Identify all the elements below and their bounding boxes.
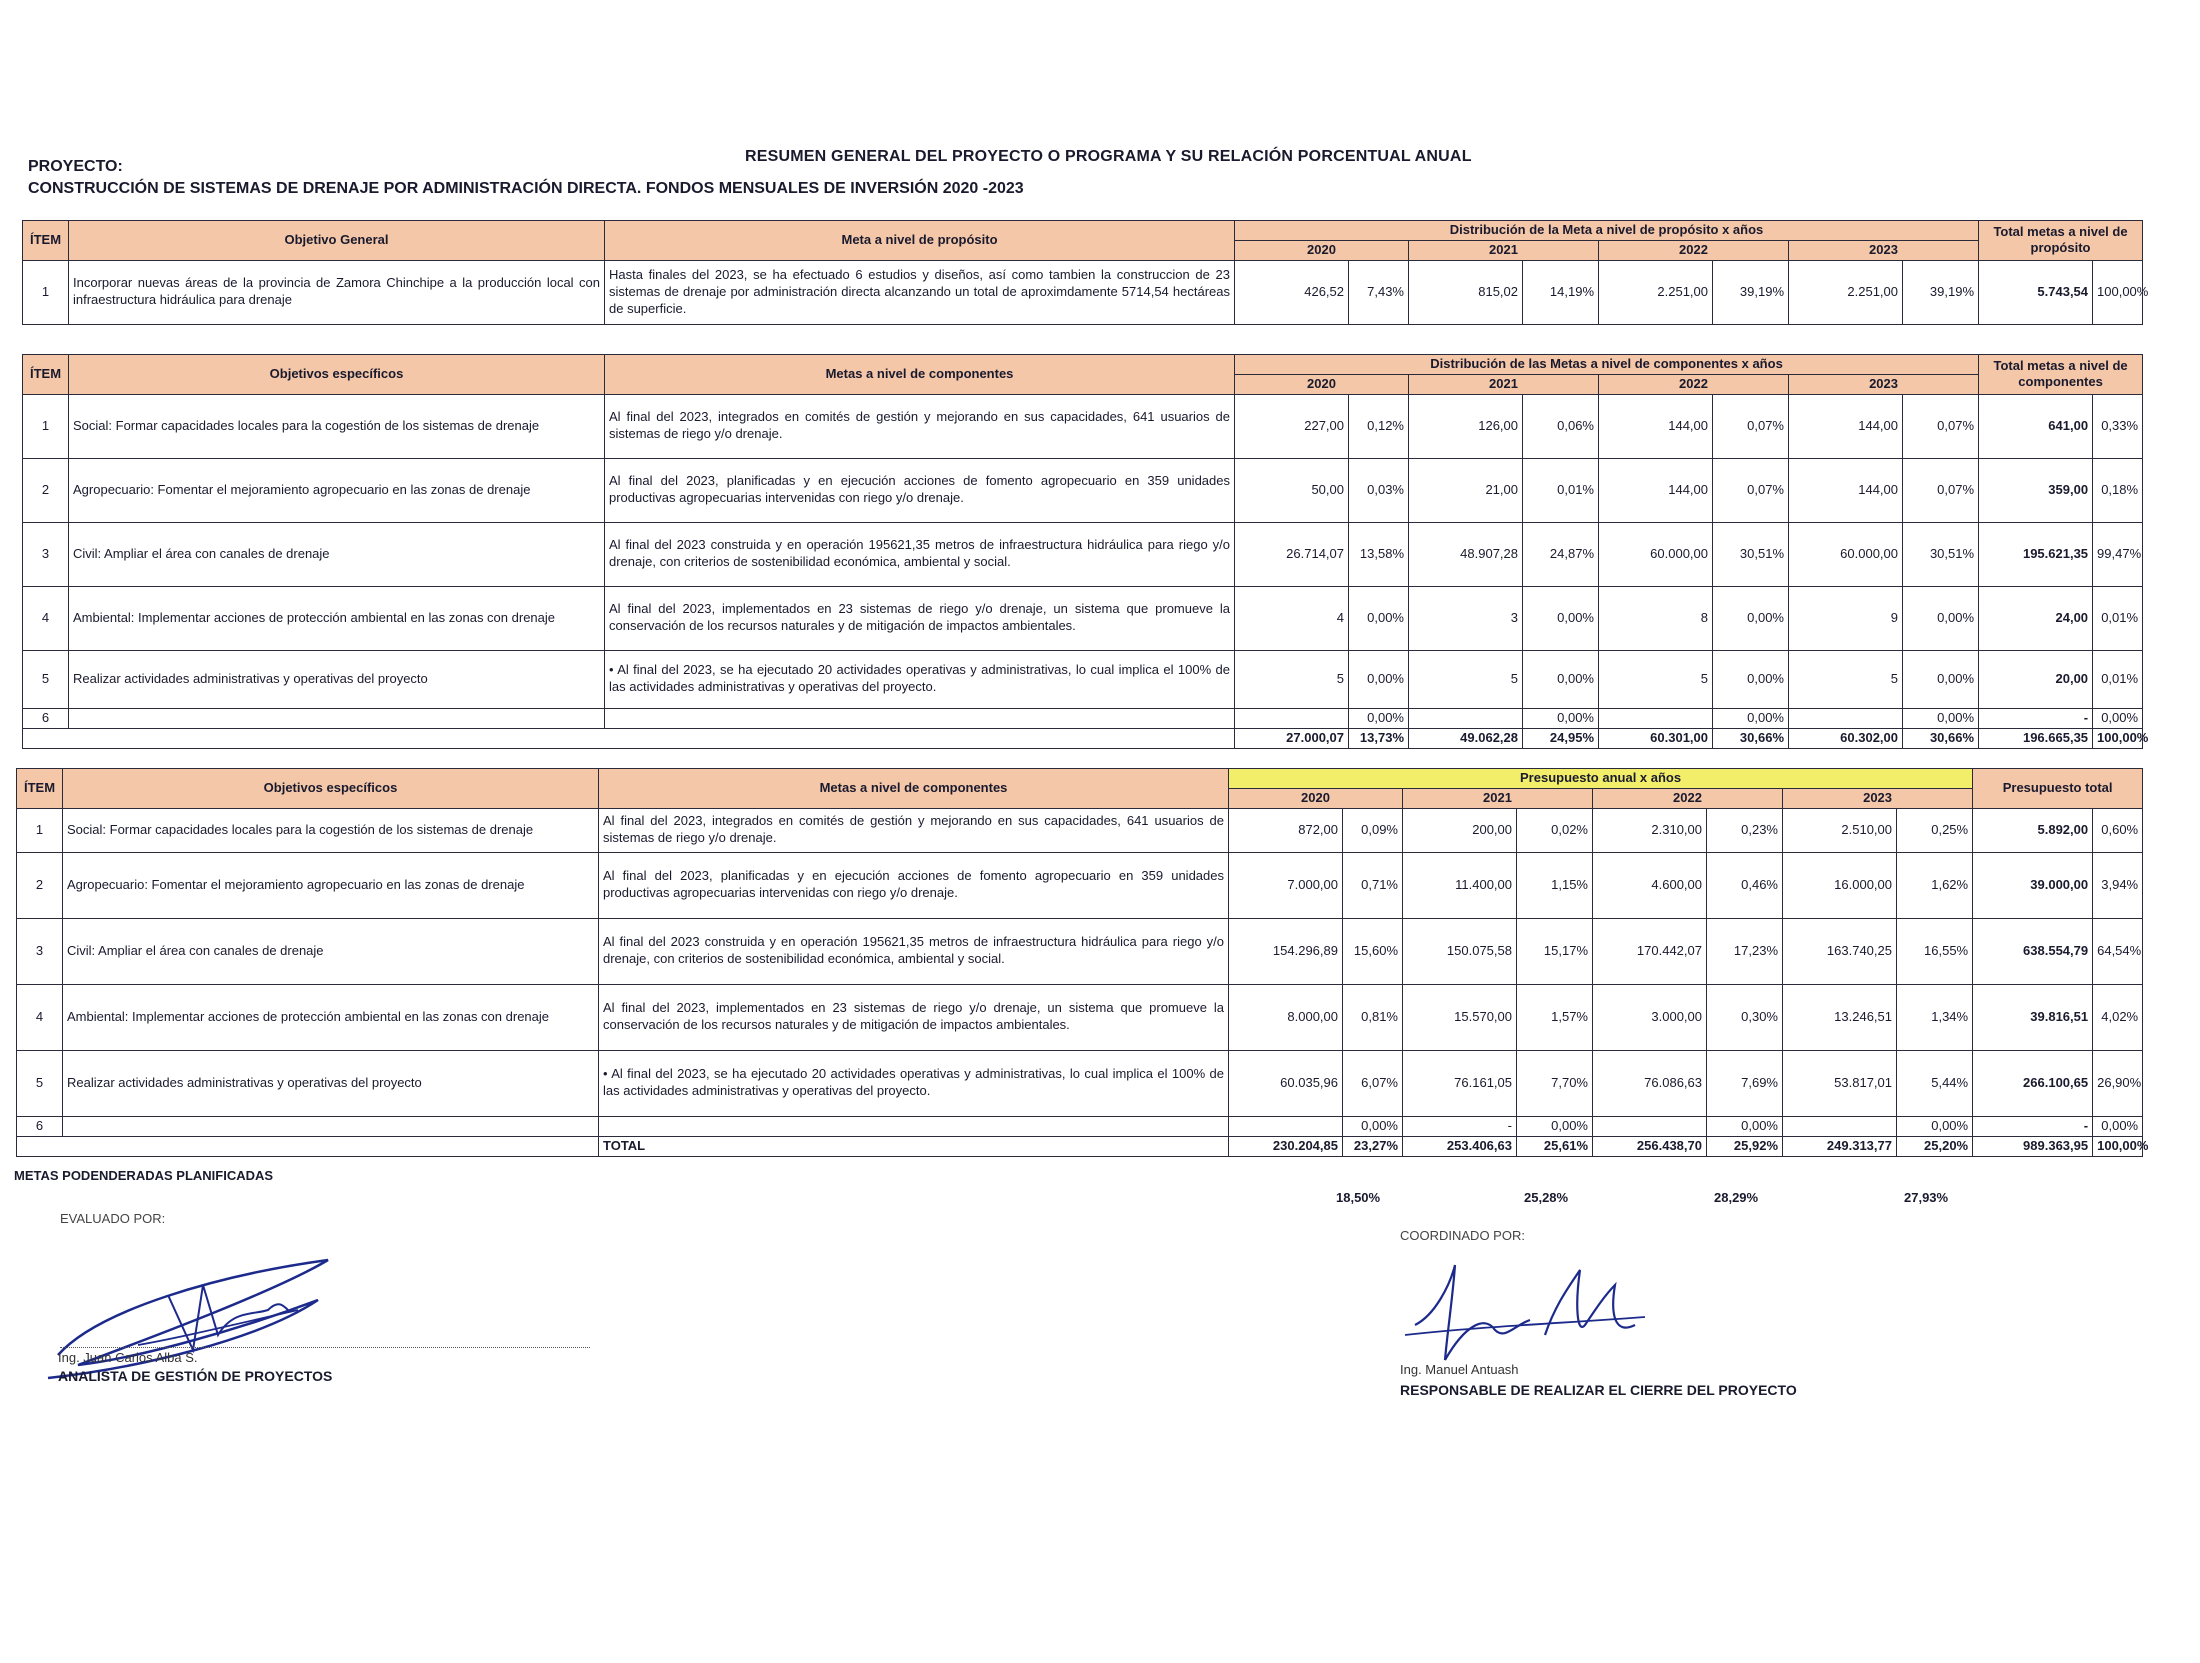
cell-value: 5: [1235, 650, 1349, 708]
year-2023: 2023: [1789, 240, 1979, 260]
weighted-goal-2023: 27,93%: [1904, 1190, 1949, 1205]
cell-value: 8: [1599, 586, 1713, 650]
row-objective: Civil: Ampliar el área con canales de drenaje: [69, 522, 605, 586]
row-goal: Al final del 2023, implementados en 23 sistemas de riego y/o drenaje, un sistema que promueve la conservación de los recursos naturales y de mitigación de impactos ambientales.: [605, 586, 1235, 650]
totals-row: [23, 728, 2143, 748]
row-total-pct: 26,90%: [2093, 1050, 2143, 1116]
weighted-goal-2022: 28,29%: [1714, 1190, 1759, 1205]
weighted-goal-2021: 25,28%: [1524, 1190, 1569, 1205]
cell-value: 60.000,00: [1599, 522, 1713, 586]
header-item: ÍTEM: [23, 355, 69, 395]
row-item: 3: [17, 918, 63, 984]
cell-pct: 24,87%: [1523, 522, 1599, 586]
cell-pct: 0,00%: [1713, 708, 1789, 728]
cell-value: 2.310,00: [1593, 808, 1707, 852]
row-total-pct: 99,47%: [2093, 522, 2143, 586]
budget-body: [17, 808, 2143, 1136]
general-objective-table: [22, 220, 2149, 325]
cell-value: 2.251,00: [1789, 260, 1903, 324]
year-2023: 2023: [1789, 374, 1979, 394]
total-pct: 30,66%: [1713, 728, 1789, 748]
row-total-pct: 3,94%: [2093, 852, 2143, 918]
cell-pct: 0,07%: [1903, 458, 1979, 522]
cell-value: 2.251,00: [1599, 260, 1713, 324]
row-objective: Social: Formar capacidades locales para la cogestión de los sistemas de drenaje: [63, 808, 599, 852]
row-total-pct: 0,01%: [2093, 650, 2143, 708]
cell-value: 11.400,00: [1403, 852, 1517, 918]
cell-value: [1599, 708, 1713, 728]
year-2020: 2020: [1235, 240, 1409, 260]
grand-total-pct: 100,00%: [2093, 728, 2143, 748]
cell-value: [1235, 708, 1349, 728]
cell-value: 50,00: [1235, 458, 1349, 522]
row-goal: Al final del 2023, integrados en comités de gestión y mejorando en sus capacidades, 641 usuarios de sistemas de riego y/o drenaje.: [605, 394, 1235, 458]
total-pct: 25,20%: [1897, 1136, 1973, 1156]
cell-pct: 0,00%: [1349, 650, 1409, 708]
cell-pct: 17,23%: [1707, 918, 1783, 984]
row-objective: [63, 1116, 599, 1136]
weighted-goals-label: METAS PODENDERADAS PLANIFICADAS: [14, 1168, 274, 1183]
header-total-goals: Total metas a nivel de propósito: [1979, 221, 2143, 261]
year-2021: 2021: [1403, 788, 1593, 808]
total-pct: 25,92%: [1707, 1136, 1783, 1156]
cell-value: 163.740,25: [1783, 918, 1897, 984]
cell-value: 154.296,89: [1229, 918, 1343, 984]
cell-pct: 0,81%: [1343, 984, 1403, 1050]
year-2020: 2020: [1235, 374, 1409, 394]
total-pct: 24,95%: [1523, 728, 1599, 748]
row-objective: Social: Formar capacidades locales para la cogestión de los sistemas de drenaje: [69, 394, 605, 458]
cell-pct: 0,23%: [1707, 808, 1783, 852]
cell-pct: 0,00%: [1903, 586, 1979, 650]
cell-value: [1229, 1116, 1343, 1136]
grand-total: 196.665,35: [1979, 728, 2093, 748]
row-total: 5.892,00: [1973, 808, 2093, 852]
cell-value: 76.086,63: [1593, 1050, 1707, 1116]
cell-value: 26.714,07: [1235, 522, 1349, 586]
cell-pct: 1,15%: [1517, 852, 1593, 918]
row-total-pct: 0,60%: [2093, 808, 2143, 852]
row-total-pct: 64,54%: [2093, 918, 2143, 984]
cell-pct: 0,00%: [1349, 586, 1409, 650]
cell-pct: 14,19%: [1523, 260, 1599, 324]
cell-value: 2.510,00: [1783, 808, 1897, 852]
table-row: [23, 394, 2143, 458]
row-goal: [605, 708, 1235, 728]
header-distribution: Distribución de las Metas a nivel de componentes x años: [1235, 355, 1979, 375]
row-item: 6: [17, 1116, 63, 1136]
header-specific-objectives: Objetivos específicos: [69, 355, 605, 395]
header-component-goals: Metas a nivel de componentes: [599, 769, 1229, 809]
header-item: ÍTEM: [23, 221, 69, 261]
cell-pct: 39,19%: [1713, 260, 1789, 324]
table-row: [17, 808, 2143, 852]
row-total: -: [1973, 1116, 2093, 1136]
row-item: 2: [23, 458, 69, 522]
project-name: CONSTRUCCIÓN DE SISTEMAS DE DRENAJE POR ADMINISTRACIÓN DIRECTA. FONDOS MENSUALES DE INVERSIÓN 2020 -2023: [28, 180, 1024, 197]
total-value: 253.406,63: [1403, 1136, 1517, 1156]
cell-value: 9: [1789, 586, 1903, 650]
grand-total: 989.363,95: [1973, 1136, 2093, 1156]
cell-pct: 0,30%: [1707, 984, 1783, 1050]
cell-value: 16.000,00: [1783, 852, 1897, 918]
cell-pct: 0,00%: [1523, 586, 1599, 650]
row-total: 641,00: [1979, 394, 2093, 458]
cell-value: -: [1403, 1116, 1517, 1136]
cell-value: 872,00: [1229, 808, 1343, 852]
row-total-pct: 0,00%: [2093, 1116, 2143, 1136]
table-row: [23, 708, 2143, 728]
cell-value: 4: [1235, 586, 1349, 650]
table-row: [23, 586, 2143, 650]
cell-value: 5: [1599, 650, 1713, 708]
cell-value: 815,02: [1409, 260, 1523, 324]
cell-value: 15.570,00: [1403, 984, 1517, 1050]
row-item: 4: [23, 586, 69, 650]
project-label: PROYECTO:: [28, 158, 123, 175]
totals-row: [17, 1136, 2143, 1156]
table-row: [17, 1050, 2143, 1116]
cell-pct: 0,09%: [1343, 808, 1403, 852]
header-total-budget: Presupuesto total: [1973, 769, 2143, 809]
row-total-pct: 100,00%: [2093, 260, 2143, 324]
row-total: 359,00: [1979, 458, 2093, 522]
cell-value: [1593, 1116, 1707, 1136]
row-objective: Civil: Ampliar el área con canales de drenaje: [63, 918, 599, 984]
row-objective: Agropecuario: Fomentar el mejoramiento agropecuario en las zonas de drenaje: [69, 458, 605, 522]
coordinator-signature: [1395, 1255, 1655, 1365]
cell-pct: 7,69%: [1707, 1050, 1783, 1116]
row-goal: Hasta finales del 2023, se ha efectuado 6 estudios y diseños, así como tambien la construccion de 23 sistemas de drenaje por administración directa alcanzando un total de aproximdamente 5714,54 hectáreas de superficie.: [605, 260, 1235, 324]
cell-value: 76.161,05: [1403, 1050, 1517, 1116]
total-value: 60.301,00: [1599, 728, 1713, 748]
cell-pct: 1,62%: [1897, 852, 1973, 918]
row-goal: • Al final del 2023, se ha ejecutado 20 actividades operativas y administrativas, lo cual implica el 100% de las actividades administrativas y operativas del proyecto.: [599, 1050, 1229, 1116]
cell-pct: 0,00%: [1897, 1116, 1973, 1136]
cell-value: 144,00: [1789, 394, 1903, 458]
total-pct: 30,66%: [1903, 728, 1979, 748]
row-goal: Al final del 2023 construida y en operación 195621,35 metros de infraestructura hidráulica para riego y/o drenaje, con criterios de sostenibilidad económica, ambiental y social.: [599, 918, 1229, 984]
cell-pct: 15,17%: [1517, 918, 1593, 984]
row-item: 3: [23, 522, 69, 586]
evaluator-role: ANALISTA DE GESTIÓN DE PROYECTOS: [58, 1368, 333, 1384]
cell-pct: 0,00%: [1523, 650, 1599, 708]
cell-pct: 30,51%: [1903, 522, 1979, 586]
component-goals-table: [22, 354, 2149, 749]
row-total: 195.621,35: [1979, 522, 2093, 586]
cell-value: 8.000,00: [1229, 984, 1343, 1050]
cell-pct: 7,70%: [1517, 1050, 1593, 1116]
row-goal: Al final del 2023, planificadas y en ejecución acciones de fomento agropecuario en 359 unidades productivas agropecuarias intervenidas con riego y/o drenaje.: [599, 852, 1229, 918]
row-total: 266.100,65: [1973, 1050, 2093, 1116]
cell-value: 426,52: [1235, 260, 1349, 324]
table-row: [17, 1116, 2143, 1136]
cell-pct: 0,00%: [1903, 708, 1979, 728]
row-objective: Ambiental: Implementar acciones de protección ambiental en las zonas con drenaje: [63, 984, 599, 1050]
row-objective: Realizar actividades administrativas y operativas del proyecto: [69, 650, 605, 708]
cell-value: [1789, 708, 1903, 728]
row-objective: Agropecuario: Fomentar el mejoramiento agropecuario en las zonas de drenaje: [63, 852, 599, 918]
table-row: [17, 984, 2143, 1050]
total-pct: 23,27%: [1343, 1136, 1403, 1156]
cell-value: 5: [1409, 650, 1523, 708]
row-goal: Al final del 2023, implementados en 23 sistemas de riego y/o drenaje, un sistema que promueve la conservación de los recursos naturales y de mitigación de impactos ambientales.: [599, 984, 1229, 1050]
row-total: 5.743,54: [1979, 260, 2093, 324]
cell-pct: 6,07%: [1343, 1050, 1403, 1116]
header-purpose-goal: Meta a nivel de propósito: [605, 221, 1235, 261]
cell-pct: 16,55%: [1897, 918, 1973, 984]
row-total: 39.000,00: [1973, 852, 2093, 918]
row-total: 39.816,51: [1973, 984, 2093, 1050]
cell-pct: 0,00%: [1349, 708, 1409, 728]
total-value: 230.204,85: [1229, 1136, 1343, 1156]
cell-pct: 0,07%: [1903, 394, 1979, 458]
table-row: [23, 522, 2143, 586]
cell-value: 3: [1409, 586, 1523, 650]
cell-value: 144,00: [1789, 458, 1903, 522]
coordinated-by-label: COORDINADO POR:: [1400, 1228, 1525, 1243]
header-general-objective: Objetivo General: [69, 221, 605, 261]
total-label: TOTAL: [599, 1136, 1229, 1156]
budget-table: [16, 768, 2149, 1157]
total-pct: 25,61%: [1517, 1136, 1593, 1156]
cell-pct: 0,00%: [1713, 650, 1789, 708]
row-total-pct: 0,00%: [2093, 708, 2143, 728]
year-2020: 2020: [1229, 788, 1403, 808]
cell-pct: 0,46%: [1707, 852, 1783, 918]
cell-pct: 0,71%: [1343, 852, 1403, 918]
cell-value: 200,00: [1403, 808, 1517, 852]
year-2022: 2022: [1593, 788, 1783, 808]
cell-pct: 0,07%: [1713, 394, 1789, 458]
cell-value: 227,00: [1235, 394, 1349, 458]
cell-value: 13.246,51: [1783, 984, 1897, 1050]
cell-pct: 30,51%: [1713, 522, 1789, 586]
row-item: 4: [17, 984, 63, 1050]
cell-value: [1409, 708, 1523, 728]
cell-pct: 0,12%: [1349, 394, 1409, 458]
cell-pct: 1,57%: [1517, 984, 1593, 1050]
row-total-pct: 4,02%: [2093, 984, 2143, 1050]
total-value: 49.062,28: [1409, 728, 1523, 748]
header-component-goals: Metas a nivel de componentes: [605, 355, 1235, 395]
row-objective: Realizar actividades administrativas y operativas del proyecto: [63, 1050, 599, 1116]
cell-value: 144,00: [1599, 394, 1713, 458]
cell-value: 21,00: [1409, 458, 1523, 522]
row-goal: Al final del 2023 construida y en operación 195621,35 metros de infraestructura hidráulica para riego y/o drenaje, con criterios de sostenibilidad económica, ambiental y social.: [605, 522, 1235, 586]
year-2022: 2022: [1599, 240, 1789, 260]
cell-pct: 1,34%: [1897, 984, 1973, 1050]
row-total: 24,00: [1979, 586, 2093, 650]
cell-value: 144,00: [1599, 458, 1713, 522]
cell-value: 5: [1789, 650, 1903, 708]
row-objective: Incorporar nuevas áreas de la provincia de Zamora Chinchipe a la producción local con infraestructura hidráulica para drenaje: [69, 260, 605, 324]
row-total-pct: 0,01%: [2093, 586, 2143, 650]
row-item: 1: [23, 394, 69, 458]
row-item: 1: [17, 808, 63, 852]
cell-pct: 0,00%: [1903, 650, 1979, 708]
evaluated-by-label: EVALUADO POR:: [60, 1211, 166, 1226]
coordinator-name: Ing. Manuel Antuash: [1400, 1362, 1519, 1377]
total-value: 256.438,70: [1593, 1136, 1707, 1156]
total-value: 249.313,77: [1783, 1136, 1897, 1156]
cell-pct: 0,00%: [1523, 708, 1599, 728]
table-row: [17, 918, 2143, 984]
table-row: [23, 260, 2143, 324]
total-value: 27.000,07: [1235, 728, 1349, 748]
cell-pct: 0,07%: [1713, 458, 1789, 522]
row-total: 638.554,79: [1973, 918, 2093, 984]
row-objective: Ambiental: Implementar acciones de protección ambiental en las zonas con drenaje: [69, 586, 605, 650]
row-total: 20,00: [1979, 650, 2093, 708]
cell-value: 4.600,00: [1593, 852, 1707, 918]
evaluator-name: Ing. Juan Carlos Alba S.: [58, 1350, 198, 1365]
row-total-pct: 0,33%: [2093, 394, 2143, 458]
cell-pct: 0,06%: [1523, 394, 1599, 458]
row-item: 1: [23, 260, 69, 324]
cell-value: [1783, 1116, 1897, 1136]
row-item: 5: [17, 1050, 63, 1116]
year-2021: 2021: [1409, 374, 1599, 394]
cell-pct: 0,25%: [1897, 808, 1973, 852]
row-goal: • Al final del 2023, se ha ejecutado 20 actividades operativas y administrativas, lo cual implica el 100% de las actividades administrativas y operativas del proyecto.: [605, 650, 1235, 708]
cell-value: 7.000,00: [1229, 852, 1343, 918]
coordinator-role: RESPONSABLE DE REALIZAR EL CIERRE DEL PROYECTO: [1400, 1382, 1797, 1398]
table-row: [17, 852, 2143, 918]
cell-pct: 0,03%: [1349, 458, 1409, 522]
row-goal: [599, 1116, 1229, 1136]
header-distribution: Distribución de la Meta a nivel de propósito x años: [1235, 221, 1979, 241]
cell-pct: 0,00%: [1707, 1116, 1783, 1136]
row-objective: [69, 708, 605, 728]
component-goals-body: [23, 394, 2143, 728]
cell-pct: 13,58%: [1349, 522, 1409, 586]
header-item: ÍTEM: [17, 769, 63, 809]
cell-pct: 5,44%: [1897, 1050, 1973, 1116]
cell-pct: 15,60%: [1343, 918, 1403, 984]
row-item: 5: [23, 650, 69, 708]
cell-pct: 7,43%: [1349, 260, 1409, 324]
table-row: [23, 650, 2143, 708]
cell-pct: 0,00%: [1343, 1116, 1403, 1136]
cell-pct: 0,00%: [1517, 1116, 1593, 1136]
total-value: 60.302,00: [1789, 728, 1903, 748]
cell-value: 53.817,01: [1783, 1050, 1897, 1116]
totals-spacer: [23, 728, 1235, 748]
row-goal: Al final del 2023, integrados en comités de gestión y mejorando en sus capacidades, 641 usuarios de sistemas de riego y/o drenaje.: [599, 808, 1229, 852]
total-pct: 13,73%: [1349, 728, 1409, 748]
row-total: -: [1979, 708, 2093, 728]
table-row: [23, 458, 2143, 522]
document-title: RESUMEN GENERAL DEL PROYECTO O PROGRAMA Y SU RELACIÓN PORCENTUAL ANUAL: [745, 148, 1472, 165]
cell-value: 48.907,28: [1409, 522, 1523, 586]
weighted-goal-2020: 18,50%: [1336, 1190, 1381, 1205]
header-specific-objectives: Objetivos específicos: [63, 769, 599, 809]
cell-value: 126,00: [1409, 394, 1523, 458]
row-item: 6: [23, 708, 69, 728]
row-total-pct: 0,18%: [2093, 458, 2143, 522]
totals-spacer: [17, 1136, 599, 1156]
year-2022: 2022: [1599, 374, 1789, 394]
cell-pct: 39,19%: [1903, 260, 1979, 324]
grand-total-pct: 100,00%: [2093, 1136, 2143, 1156]
cell-value: 3.000,00: [1593, 984, 1707, 1050]
year-2021: 2021: [1409, 240, 1599, 260]
cell-value: 60.035,96: [1229, 1050, 1343, 1116]
cell-pct: 0,00%: [1713, 586, 1789, 650]
cell-value: 150.075,58: [1403, 918, 1517, 984]
cell-pct: 0,02%: [1517, 808, 1593, 852]
row-item: 2: [17, 852, 63, 918]
header-annual-budget: Presupuesto anual x años: [1229, 769, 1973, 789]
cell-pct: 0,01%: [1523, 458, 1599, 522]
cell-value: 170.442,07: [1593, 918, 1707, 984]
cell-value: 60.000,00: [1789, 522, 1903, 586]
header-total-goals: Total metas a nivel de componentes: [1979, 355, 2143, 395]
evaluator-signature-line: [60, 1347, 590, 1348]
year-2023: 2023: [1783, 788, 1973, 808]
row-goal: Al final del 2023, planificadas y en ejecución acciones de fomento agropecuario en 359 unidades productivas agropecuarias intervenidas con riego y/o drenaje.: [605, 458, 1235, 522]
